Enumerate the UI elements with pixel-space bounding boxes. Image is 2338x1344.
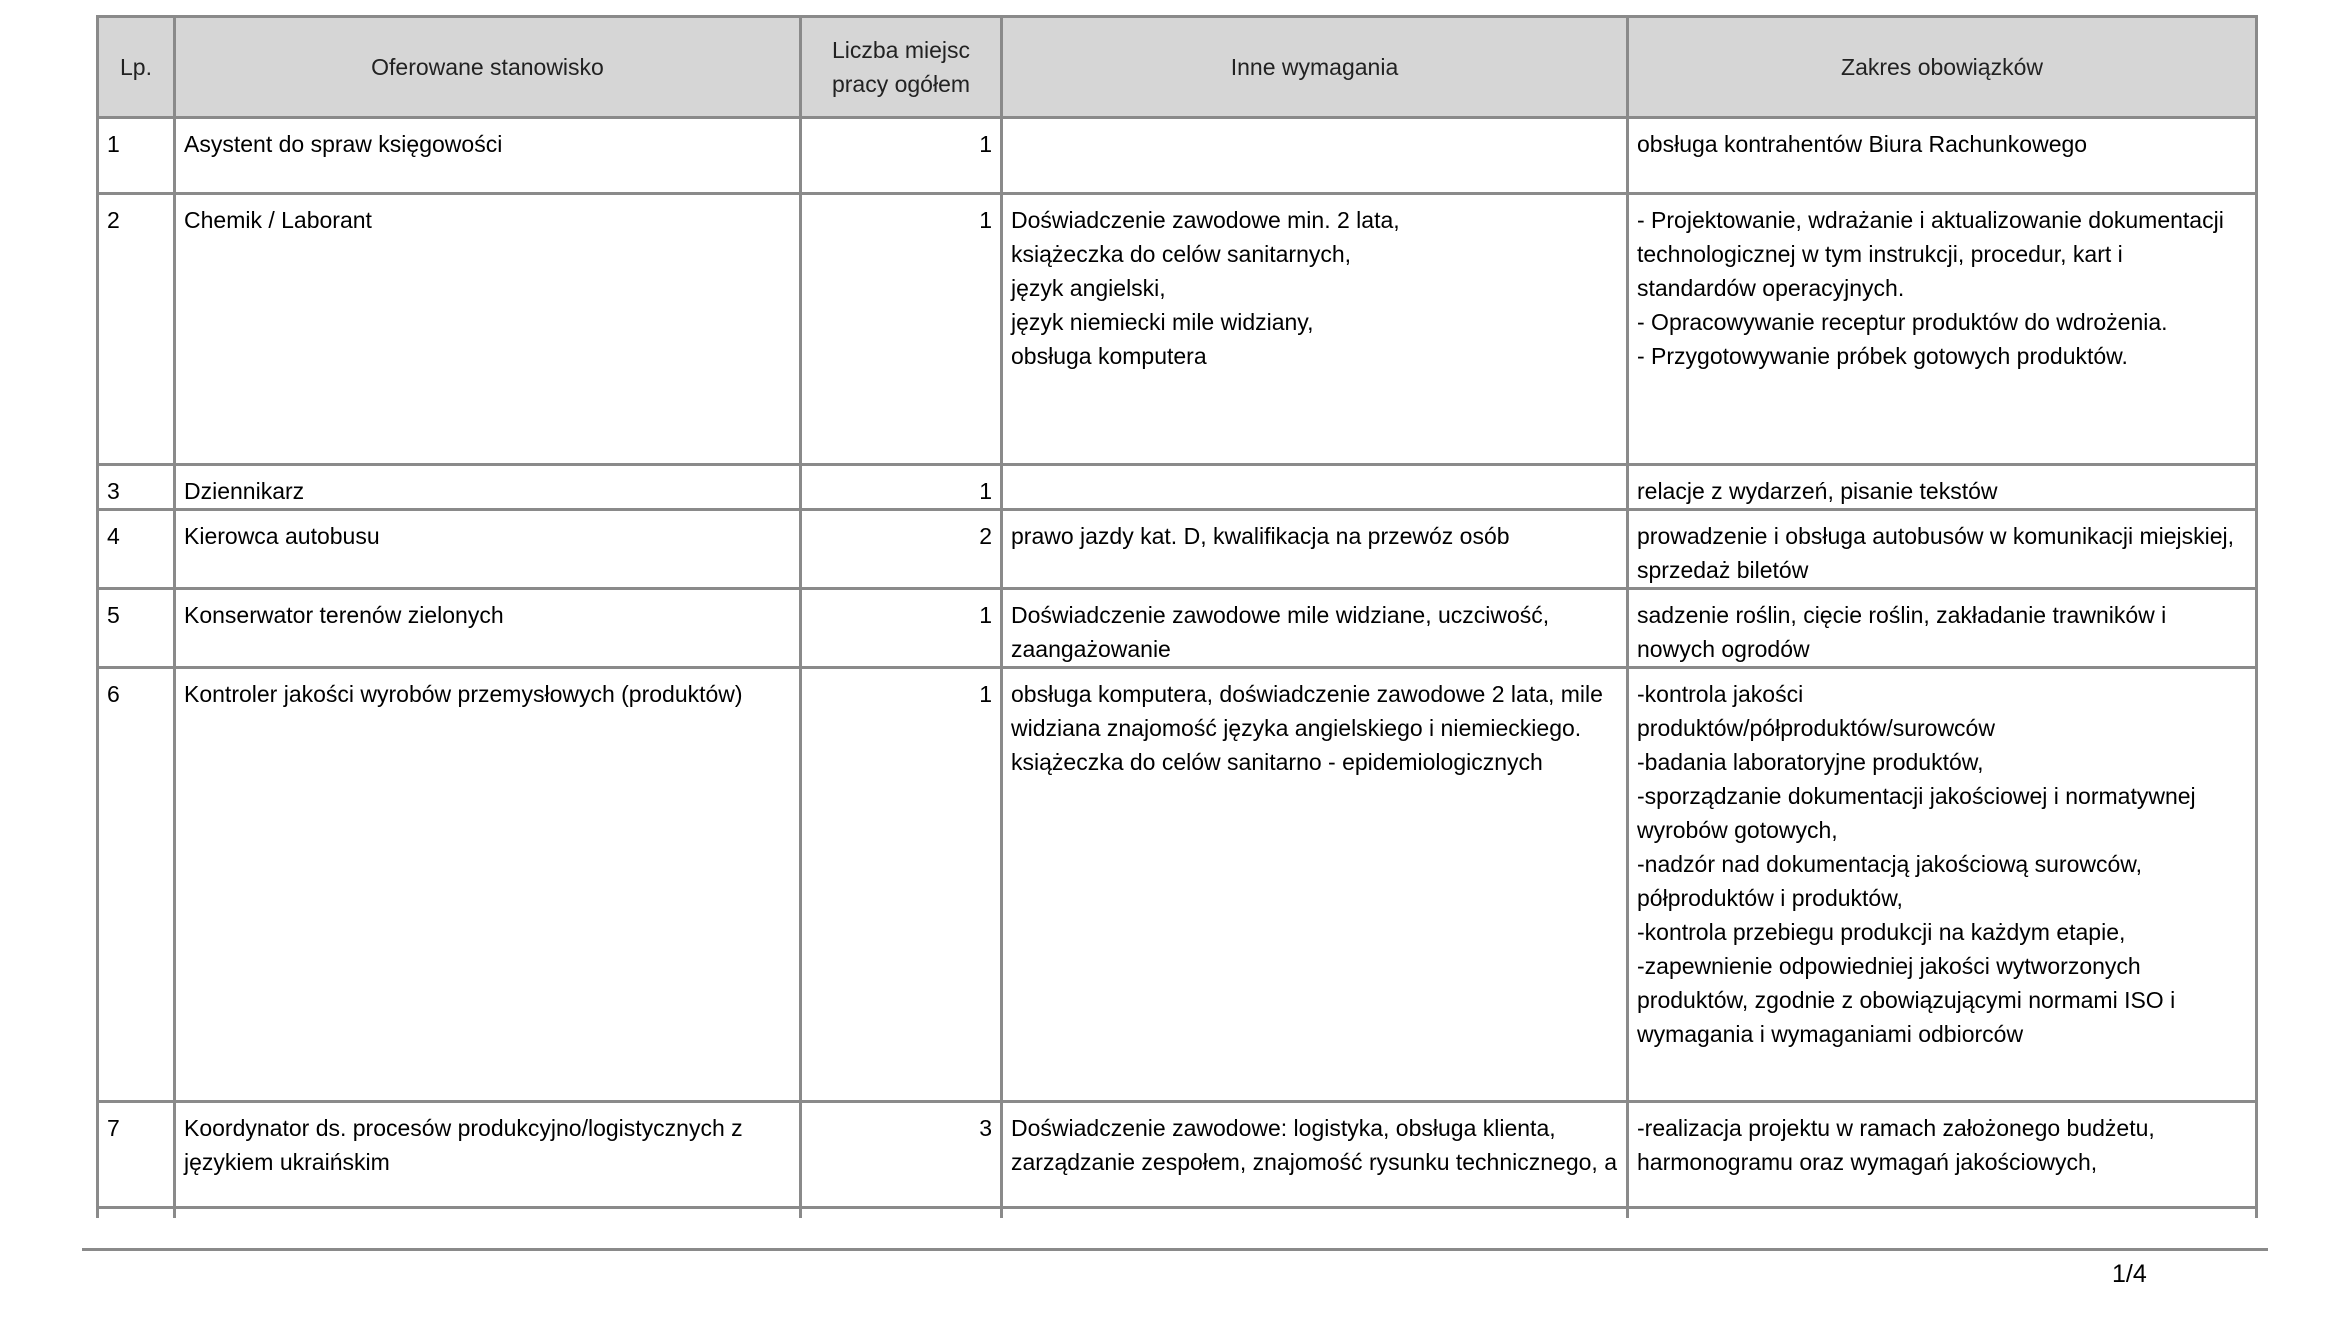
cell-position: Chemik / Laborant	[175, 194, 801, 465]
cell-duties: -kontrola jakości produktów/półproduktów/surowców -badania laboratoryjne produktów, -sporządzanie dokumentacji jakościowej i normatywnej wyrobów gotowych, -nadzór nad dokumentacją jakościową surowców, półproduktów i produktów, -kontrola przebiegu produkcji na każdym etapie, -zapewnienie odpowiedniej jakości wytworzonych produktów, zgodnie z obowiązującymi normami ISO i wymagania i wymaganiami odbiorców	[1628, 668, 2257, 1102]
table-row	[98, 668, 2257, 1102]
cell-requirements	[1002, 118, 1628, 194]
header-lp: Lp.	[98, 17, 175, 118]
cell-requirements	[1002, 465, 1628, 510]
cell-duties: relacje z wydarzeń, pisanie tekstów	[1628, 465, 2257, 510]
table-body	[98, 118, 2257, 1218]
table-row	[98, 118, 2257, 194]
cell-requirements: Doświadczenie zawodowe min. 2 lata, książeczka do celów sanitarnych, język angielski, język niemiecki mile widziany, obsługa komputera	[1002, 194, 1628, 465]
table-row	[98, 510, 2257, 589]
cell-position: Konserwator terenów zielonych	[175, 589, 801, 668]
cell-position: Dziennikarz	[175, 465, 801, 510]
cell-duties: - Projektowanie, wdrażanie i aktualizowanie dokumentacji technologicznej w tym instrukcji, procedur, kart i standardów operacyjnych. - Opracowywanie receptur produktów do wdrożenia. - Przygotowywanie próbek gotowych produktów.	[1628, 194, 2257, 465]
cell-places: 2	[801, 510, 1002, 589]
cell-lp: 6	[98, 668, 175, 1102]
cell-places: 1	[801, 465, 1002, 510]
table-header	[98, 17, 2257, 118]
cell-places: 1	[801, 589, 1002, 668]
cell-duties: prowadzenie i obsługa autobusów w komunikacji miejskiej, sprzedaż biletów	[1628, 510, 2257, 589]
cell-position: Koordynator ds. procesów produkcyjno/logistycznych z językiem ukraińskim	[175, 1102, 801, 1208]
cell-lp: 5	[98, 589, 175, 668]
cell-duties: sadzenie roślin, cięcie roślin, zakładanie trawników i nowych ogrodów	[1628, 589, 2257, 668]
table-row	[98, 465, 2257, 510]
cell-lp: 2	[98, 194, 175, 465]
table-row	[98, 1102, 2257, 1208]
cell-requirements: Doświadczenie zawodowe mile widziane, uczciwość, zaangażowanie	[1002, 589, 1628, 668]
page-number: 1/4	[2112, 1260, 2147, 1288]
cell-position: Kierowca autobusu	[175, 510, 801, 589]
header-duties: Zakres obowiązków	[1628, 17, 2257, 118]
table-row-continued	[98, 1208, 2257, 1218]
footer-divider	[82, 1248, 2268, 1251]
cell-lp: 4	[98, 510, 175, 589]
header-position: Oferowane stanowisko	[175, 17, 801, 118]
cell-lp: 1	[98, 118, 175, 194]
cell-duties: -realizacja projektu w ramach założonego budżetu, harmonogramu oraz wymagań jakościowych,	[1628, 1102, 2257, 1208]
table-row	[98, 589, 2257, 668]
cell-lp: 7	[98, 1102, 175, 1208]
cell-empty	[175, 1208, 801, 1218]
cell-places: 1	[801, 118, 1002, 194]
job-offers-table	[96, 15, 2258, 1218]
cell-duties: obsługa kontrahentów Biura Rachunkowego	[1628, 118, 2257, 194]
cell-places: 3	[801, 1102, 1002, 1208]
cell-empty	[801, 1208, 1002, 1218]
cell-places: 1	[801, 668, 1002, 1102]
cell-empty	[1002, 1208, 1628, 1218]
cell-requirements: prawo jazdy kat. D, kwalifikacja na przewóz osób	[1002, 510, 1628, 589]
cell-requirements: obsługa komputera, doświadczenie zawodowe 2 lata, mile widziana znajomość języka angielskiego i niemieckiego. książeczka do celów sanitarno - epidemiologicznych	[1002, 668, 1628, 1102]
cell-lp: 3	[98, 465, 175, 510]
header-requirements: Inne wymagania	[1002, 17, 1628, 118]
header-row	[98, 17, 2257, 118]
cell-position: Kontroler jakości wyrobów przemysłowych (produktów)	[175, 668, 801, 1102]
cell-places: 1	[801, 194, 1002, 465]
table-row	[98, 194, 2257, 465]
header-places: Liczba miejsc pracy ogółem	[801, 17, 1002, 118]
cell-position: Asystent do spraw księgowości	[175, 118, 801, 194]
cell-empty	[98, 1208, 175, 1218]
cell-requirements: Doświadczenie zawodowe: logistyka, obsługa klienta, zarządzanie zespołem, znajomość rysunku technicznego, a	[1002, 1102, 1628, 1208]
cell-empty	[1628, 1208, 2257, 1218]
